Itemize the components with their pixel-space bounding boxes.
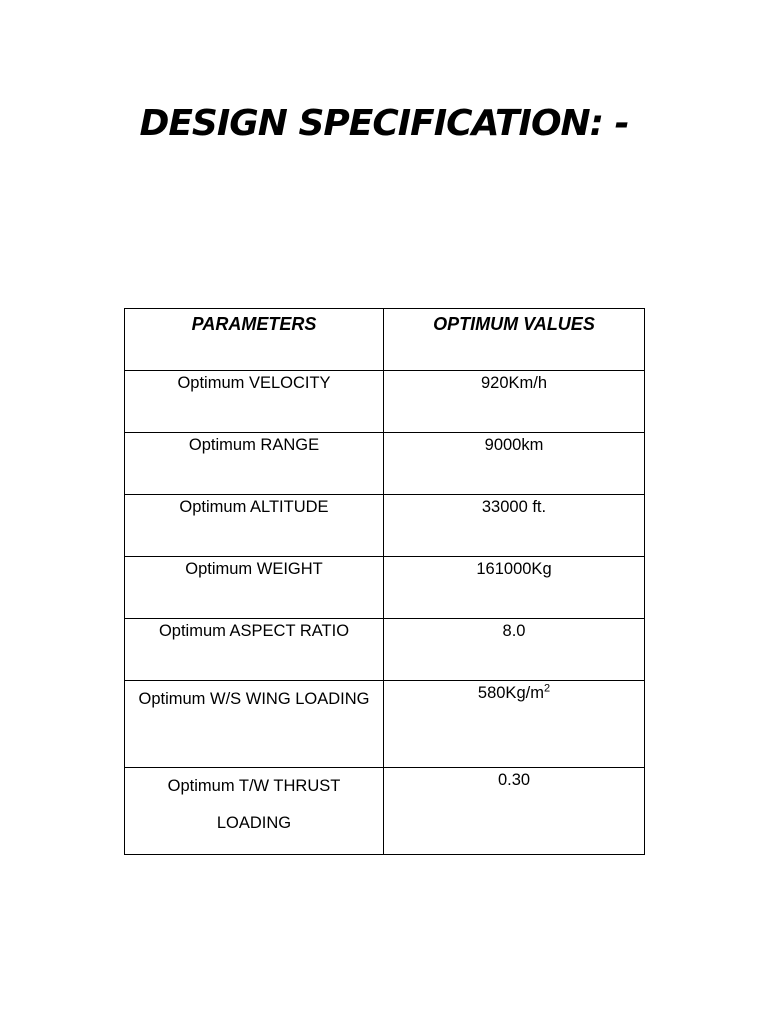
optimum-values-column-header: OPTIMUM VALUES [384,309,645,371]
value-cell: 161000Kg [384,557,645,619]
parameter-cell: Optimum RANGE [125,433,384,495]
table-row [125,433,645,495]
page-title: DESIGN SPECIFICATION: - [139,103,629,144]
parameter-cell: Optimum WEIGHT [125,557,384,619]
value-cell: 33000 ft. [384,495,645,557]
table-row [125,495,645,557]
table-row [125,557,645,619]
parameter-cell: Optimum ASPECT RATIO [125,619,384,681]
parameter-cell: Optimum VELOCITY [125,371,384,433]
table-row [125,768,645,855]
parameter-cell: Optimum T/W THRUST LOADING [125,768,384,855]
value-cell: 920Km/h [384,371,645,433]
parameters-column-header: PARAMETERS [125,309,384,371]
table-row [125,619,645,681]
value-cell: 0.30 [384,768,645,855]
table-row [125,681,645,768]
value-cell: 8.0 [384,619,645,681]
parameter-cell: Optimum ALTITUDE [125,495,384,557]
table-header-row [125,309,645,371]
value-cell: 9000km [384,433,645,495]
value-text: 580Kg/m [477,684,544,702]
value-superscript: 2 [543,682,551,695]
table-row [125,371,645,433]
value-cell [384,681,645,768]
design-specification-table [124,308,645,855]
parameter-cell: Optimum W/S WING LOADING [125,681,384,768]
